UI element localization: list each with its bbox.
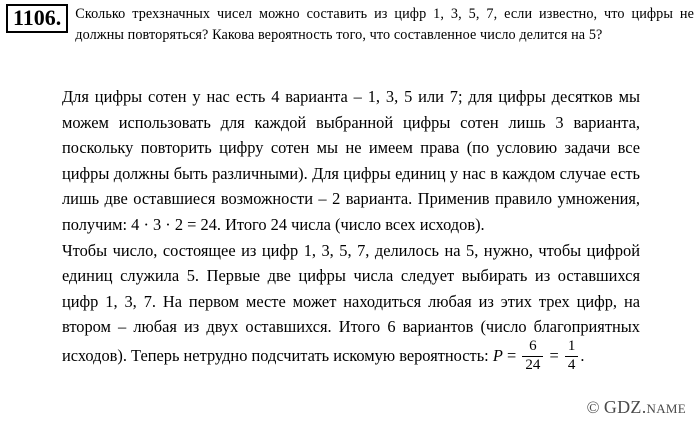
solution-paragraph-2 — [62, 238, 640, 375]
problem-statement: Сколько трехзначных чисел можно составить из цифр 1, 3, 5, 7, если известно, что цифры не должны повторяться? Какова вероятность того, что составленное число делится на 5? — [75, 6, 694, 43]
formula-equals: = — [506, 345, 517, 365]
solution-paragraph-1: Для цифры сотен у нас есть 4 варианта – 1, 3, 5 или 7; для цифры десятков мы можем использовать для каждой выбранной цифры сотен лишь 3 варианта, поскольку повторить цифру сотен мы не имеем права (по условию задачи все цифры должны быть различными). Для цифры единиц у нас в каждом случае есть лишь две оставшиеся возможности – 2 варианта. Применив правило умножения, получим: 4 · 3 · 2 = 24. Итого 24 числа (число всех исходов). — [62, 87, 640, 234]
formula-variable: P — [492, 345, 503, 365]
problem-number: 1106. — [6, 4, 68, 33]
solution-body — [62, 84, 640, 374]
formula-equals-2: = — [549, 345, 559, 365]
copyright-icon: © — [586, 398, 600, 417]
problem-header — [6, 4, 694, 45]
fraction-denominator: 4 — [565, 356, 579, 374]
fraction-numerator: 1 — [567, 337, 576, 354]
fraction-denominator: 24 — [522, 356, 543, 374]
footer-brand: GDZ.name — [603, 397, 686, 417]
formula-period: . — [580, 345, 585, 365]
solution-paragraph-2-text: Чтобы число, состоящее из цифр 1, 3, 5, 7, делилось на 5, нужно, чтобы цифрой единиц служила 5. Первые две цифры числа следует выбирать из оставшихся цифр 1, 3, 7. На первом месте может находиться любая из этих трех цифр, на втором – любая из двух оставшихся. Итого 6 вариантов (число благоприятных исходов). Теперь нетрудно подсчитать искомую вероятность: — [62, 240, 640, 365]
fraction-one-fourth — [565, 339, 579, 374]
footer-watermark — [587, 397, 686, 418]
probability-formula — [492, 337, 585, 373]
fraction-six-twentyfourths — [522, 339, 543, 374]
fraction-numerator: 6 — [529, 337, 537, 354]
